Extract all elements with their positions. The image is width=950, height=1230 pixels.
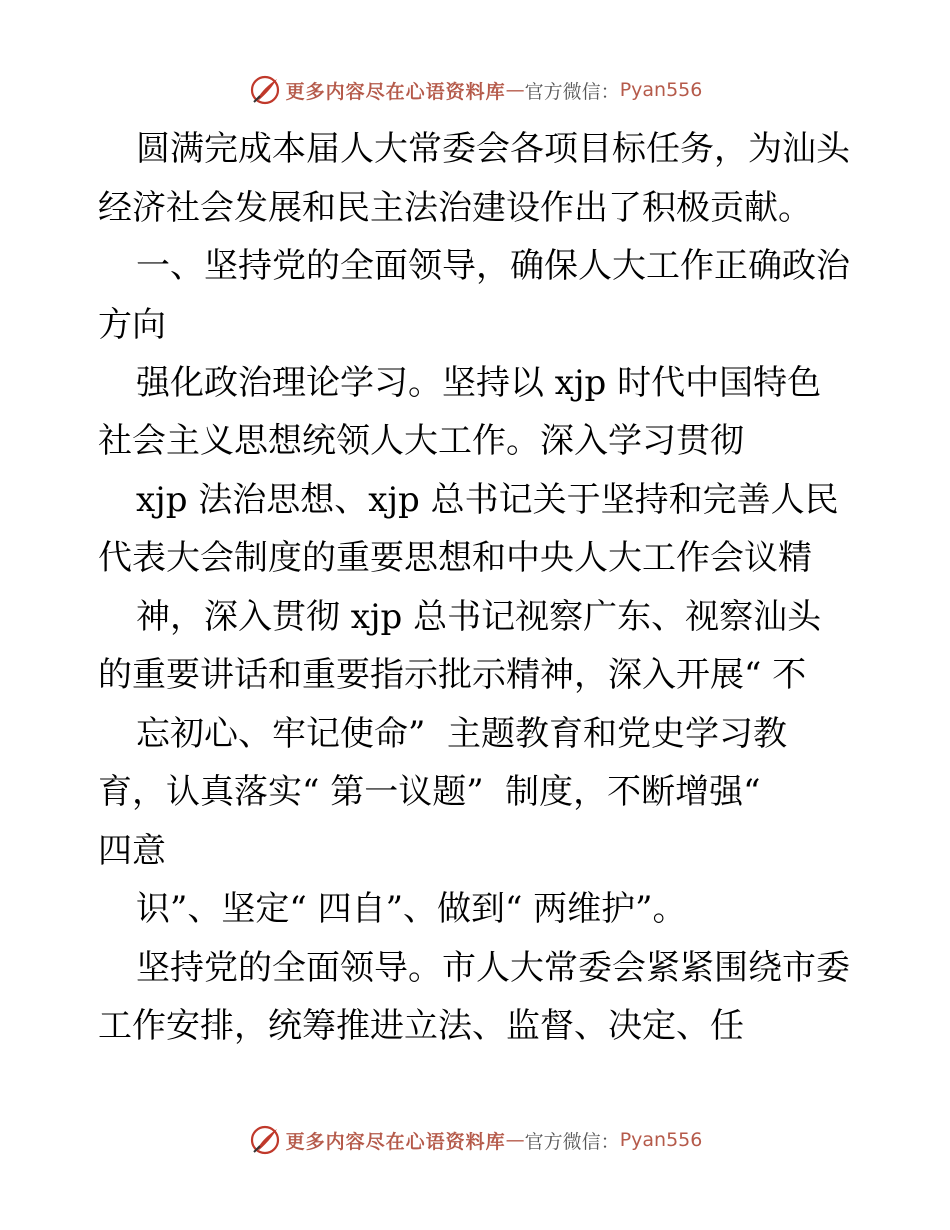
body-line: xjp 法治思想、xjp 总书记关于坚持和完善人民: [136, 480, 839, 520]
watermark-wechat-id: Pyan556: [619, 1129, 703, 1151]
body-line: 育，认真落实“ 第一议题” 制度，不断增强“: [98, 772, 761, 812]
section-heading-line: 方向: [98, 305, 166, 345]
watermark-dash: —: [505, 1129, 525, 1151]
body-line: 坚持党的全面领导。市人大常委会紧紧围绕市委: [136, 948, 850, 988]
watermark-wechat-label: 官方微信：: [524, 80, 620, 103]
section-heading-line: 一、坚持党的全面领导，确保人大工作正确政治: [136, 246, 850, 286]
footer-watermark: [0, 1122, 950, 1158]
body-line: 经济社会发展和民主法治建设作出了积极贡献。: [98, 188, 812, 228]
body-line: 忘初心、牢记使命” 主题教育和党史学习教: [136, 714, 787, 754]
body-line: 神，深入贯彻 xjp 总书记视察广东、视察汕头: [136, 597, 822, 637]
watermark-main-text: 更多内容尽在心语资料库: [285, 1130, 506, 1153]
feather-pen-logo-icon: [248, 1123, 282, 1157]
body-line: 社会主义思想统领人大工作。深入学习贯彻: [98, 421, 744, 461]
watermark-main-text: 更多内容尽在心语资料库: [285, 80, 506, 103]
body-line: 工作安排，统筹推进立法、监督、决定、任: [98, 1006, 744, 1046]
body-line: 圆满完成本届人大常委会各项目标任务，为汕头: [136, 129, 850, 169]
body-line: 的重要讲话和重要指示批示精神，深入开展“ 不: [98, 655, 807, 695]
body-line: 识”、坚定“ 四自”、做到“ 两维护”。: [136, 889, 687, 929]
body-line: 四意: [98, 831, 166, 871]
watermark-wechat-label: 官方微信：: [524, 1130, 620, 1153]
watermark-wechat-id: Pyan556: [619, 79, 703, 101]
body-line: 强化政治理论学习。坚持以 xjp 时代中国特色: [136, 363, 822, 403]
body-line: 代表大会制度的重要思想和中央人大工作会议精: [98, 538, 812, 578]
watermark-dash: —: [505, 79, 525, 101]
